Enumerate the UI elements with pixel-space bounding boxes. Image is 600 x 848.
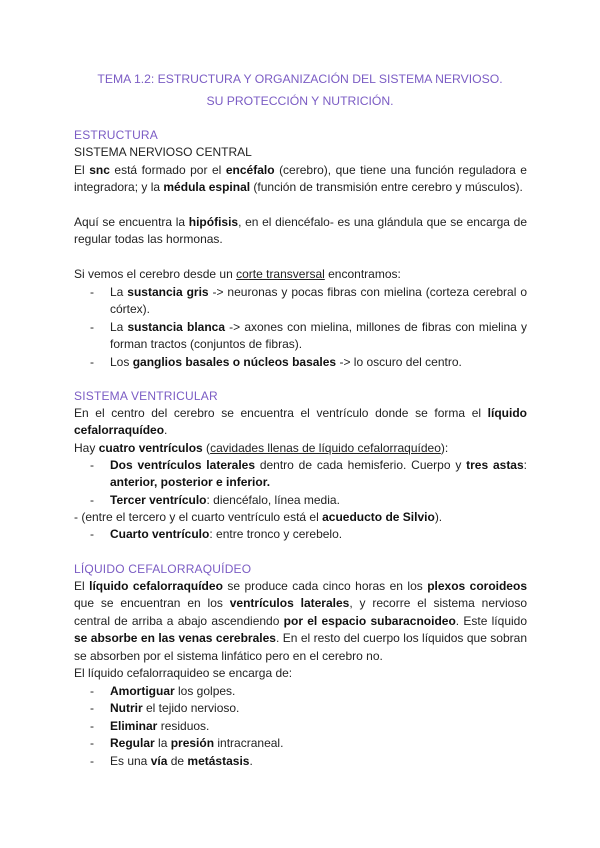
paragraph-acueducto: - (entre el tercero y el cuarto ventrículo está el acueducto de Silvio). [74, 510, 443, 524]
list-item: - Nutrir el tejido nervioso. [74, 700, 527, 717]
paragraph-funciones: El líquido cefalorraquideo se encarga de: [74, 666, 293, 680]
list-funciones [74, 683, 527, 770]
list-item: - Eliminar residuos. [74, 718, 527, 735]
paragraph-ventriculo: En el centro del cerebro se encuentra el ventrículo donde se forma el líquido cefalorraquídeo. [74, 406, 527, 438]
list-cuarto-ventriculo [74, 526, 527, 543]
list-ventriculos [74, 457, 527, 509]
list-item: - Es una vía de metástasis. [74, 753, 527, 770]
paragraph-snc: El snc está formado por el encéfalo (cerebro), que tiene una función reguladora e integradora; y la médula espinal (función de transmisión entre cerebro y músculos). [74, 163, 527, 195]
list-item: - Cuarto ventrículo: entre tronco y cerebelo. [74, 526, 527, 543]
document-title-line2: SU PROTECCIÓN Y NUTRICIÓN. [206, 94, 394, 108]
list-item: - Amortiguar los golpes. [74, 683, 527, 700]
section-heading-estructura: ESTRUCTURA [74, 128, 159, 142]
section-heading-ventricular: SISTEMA VENTRICULAR [74, 389, 218, 403]
list-item: - Regular la presión intracraneal. [74, 735, 527, 752]
list-item: - La sustancia gris -> neuronas y pocas fibras con mielina (corteza cerebral o córtex). [74, 284, 527, 319]
list-item: - Tercer ventrículo: diencéfalo, línea media. [74, 492, 527, 509]
paragraph-hipofisis: Aquí se encuentra la hipófisis, en el diencéfalo- es una glándula que se encarga de regular todas las hormonas. [74, 215, 527, 247]
paragraph-corte: Si vemos el cerebro desde un corte transversal encontramos: [74, 267, 401, 281]
section-heading-liquido: LÍQUIDO CEFALORRAQUÍDEO [74, 562, 252, 576]
list-item: - La sustancia blanca -> axones con mielina, millones de fibras con mielina y forman tractos (conjuntos de fibras). [74, 319, 527, 354]
subheading-snc: SISTEMA NERVIOSO CENTRAL [74, 145, 252, 159]
list-sustancias [74, 284, 527, 371]
document-title-line1: TEMA 1.2: ESTRUCTURA Y ORGANIZACIÓN DEL SISTEMA NERVIOSO. [97, 72, 503, 86]
paragraph-liquido: El líquido cefalorraquídeo se produce cada cinco horas en los plexos coroideos que se encuentran en los ventrículos laterales, y recorre el sistema nervioso central de arriba a abajo ascendiendo por el espacio subaracnoideo. Este líquido se absorbe en las venas cerebrales. En el resto del cuerpo los líquidos que sobran se absorben por el sistema linfático pero en el cerebro no. [74, 579, 528, 663]
list-item: - Dos ventrículos laterales dentro de cada hemisferio. Cuerpo y tres astas: anterior, posterior e inferior. [74, 457, 527, 492]
paragraph-cuatro-ventriculos: Hay cuatro ventrículos (cavidades llenas de líquido cefalorraquídeo): [74, 441, 449, 455]
list-item: - Los ganglios basales o núcleos basales -> lo oscuro del centro. [74, 354, 527, 371]
